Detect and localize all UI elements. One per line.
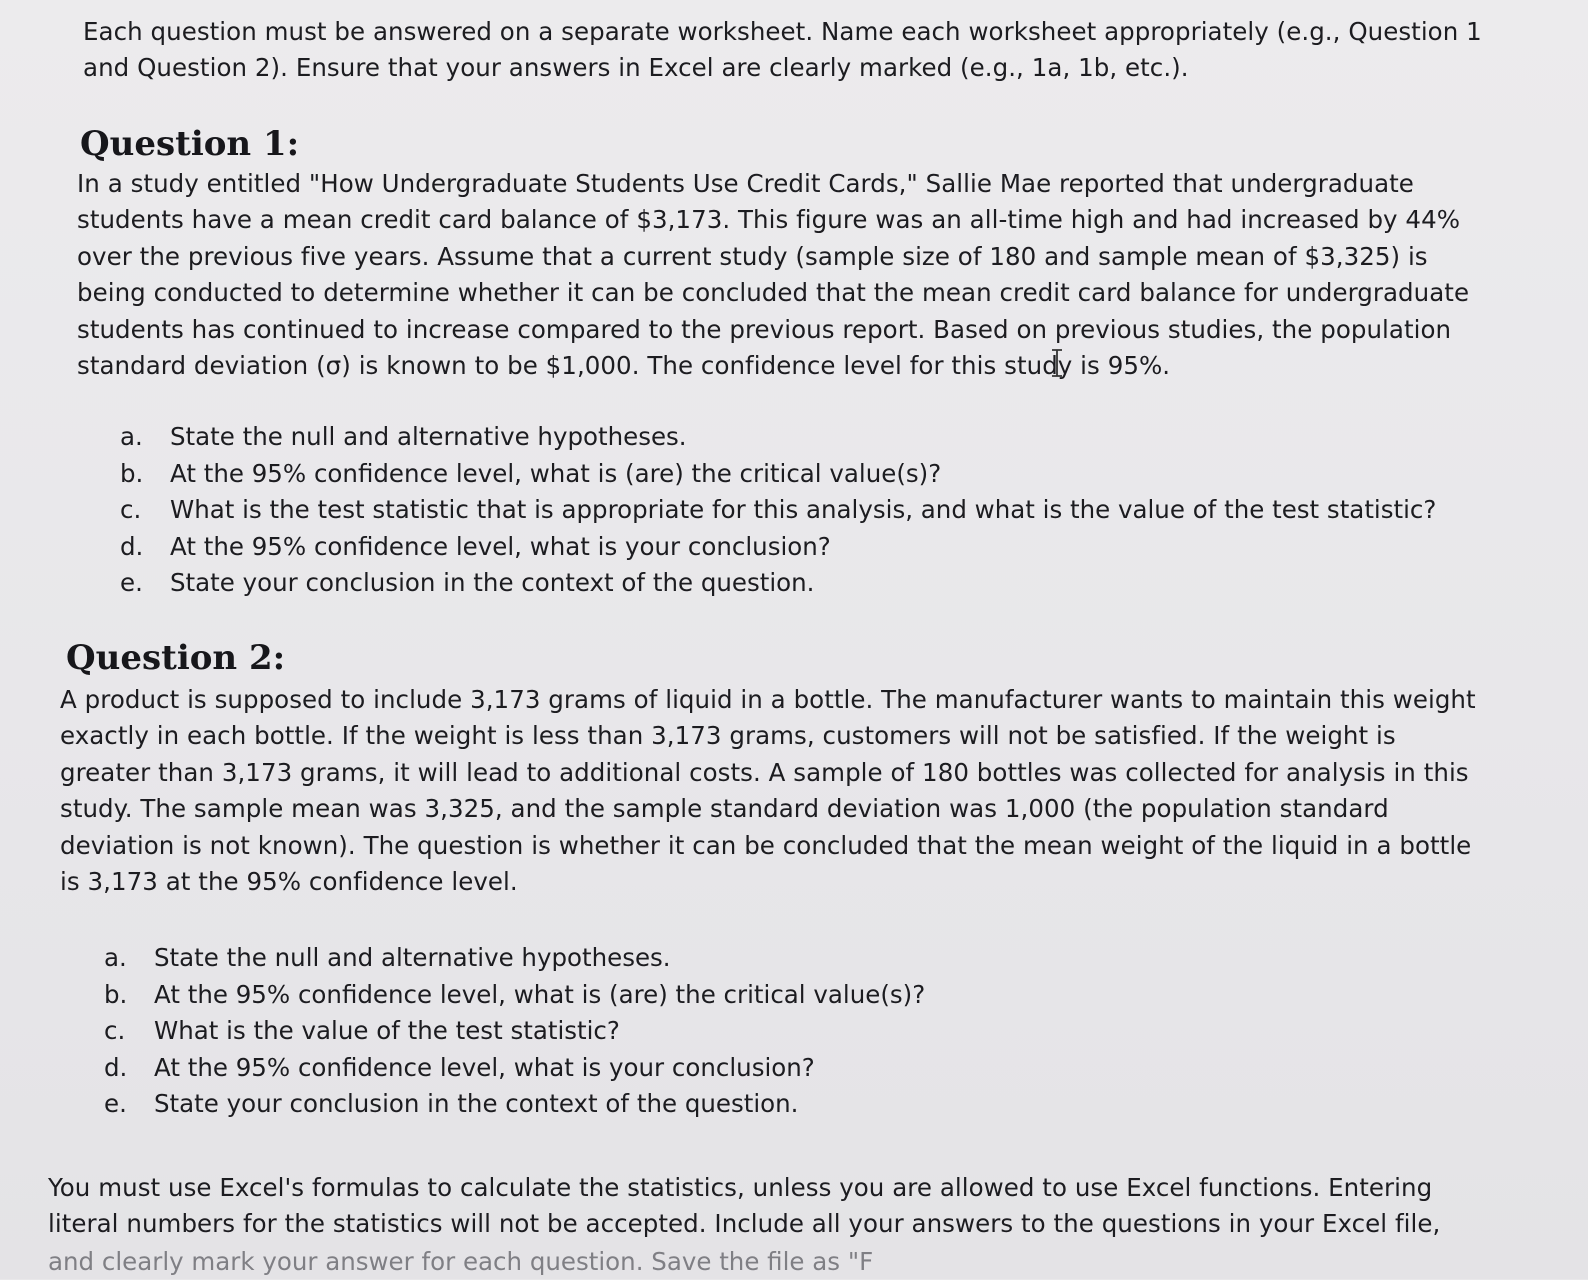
question-1-body: In a study entitled "How Undergraduate Students Use Credit Cards," Sallie Mae reported that undergraduate students have a mean credit card balance of $3,173. This figure was an all-time high and had increased by 44% over the previous five years. Assume that a current study (sample size of 180 and sample mean of $3,325) is being conducted to determine whether it can be concluded that the mean credit card balance for undergraduate students has continued to increase compared to the previous report. Based on previous studies, the population standard deviation (σ) is known to be $1,000. The confidence level for this study is 95%.: [77, 169, 1470, 381]
list-marker: a.: [120, 422, 143, 451]
question-1-heading: Question 1:: [80, 124, 300, 164]
list-marker: a.: [104, 943, 127, 972]
cutoff-line: and clearly mark your answer for each question. Save the file as "F: [48, 1247, 874, 1276]
list-marker: d.: [120, 531, 144, 561]
list-item-text: At the 95% confidence level, what is (are) the critical value(s)?: [170, 458, 942, 488]
list-item-text: State the null and alternative hypotheses.: [154, 943, 671, 972]
list-item: [120, 419, 1480, 456]
list-marker: c.: [120, 495, 142, 524]
list-item: [104, 1013, 1464, 1050]
question-2-heading: Question 2:: [66, 638, 286, 678]
list-marker: c.: [104, 1016, 126, 1045]
list-item-text: What is the value of the test statistic?: [154, 1016, 620, 1045]
list-item-text: State the null and alternative hypotheses.: [170, 422, 687, 451]
list-item-text: State your conclusion in the context of the question.: [154, 1089, 799, 1118]
closing-instructions: You must use Excel's formulas to calculate the statistics, unless you are allowed to use Excel functions. Entering literal numbers for the statistics will not be accepted. Include all your answers to the questions in your Excel file,: [48, 1173, 1441, 1239]
list-marker: e.: [120, 568, 143, 597]
question-1-subquestions: [120, 419, 1480, 602]
text-cursor-icon: [1050, 348, 1064, 378]
list-item: [120, 492, 1480, 529]
list-item: [120, 565, 1480, 602]
list-item: [104, 1050, 1464, 1087]
list-item: [104, 977, 1464, 1014]
list-marker: e.: [104, 1089, 127, 1118]
instructions-paragraph: Each question must be answered on a separate worksheet. Name each worksheet appropriately (e.g., Question 1 and Question 2). Ensure that your answers in Excel are clearly marked (e.g., 1a, 1b, etc.).: [83, 17, 1482, 83]
list-item: [120, 456, 1480, 493]
list-item: [104, 1086, 1464, 1123]
list-marker: d.: [104, 1052, 128, 1082]
question-2-body: A product is supposed to include 3,173 grams of liquid in a bottle. The manufacturer wants to maintain this weight exactly in each bottle. If the weight is less than 3,173 grams, customers will not be satisfied. If the weight is greater than 3,173 grams, it will lead to additional costs. A sample of 180 bottles was collected for analysis in this study. The sample mean was 3,325, and the sample standard deviation was 1,000 (the population standard deviation is not known). The question is whether it can be concluded that the mean weight of the liquid in a bottle is 3,173 at the 95% confidence level.: [60, 685, 1476, 897]
list-item-text: What is the test statistic that is appropriate for this analysis, and what is the value of the test statistic?: [170, 495, 1437, 524]
list-marker: b.: [120, 458, 144, 488]
list-item-text: At the 95% confidence level, what is (are) the critical value(s)?: [154, 979, 926, 1009]
list-item-text: At the 95% confidence level, what is your conclusion?: [154, 1052, 815, 1082]
list-item: [104, 940, 1464, 977]
list-item-text: State your conclusion in the context of the question.: [170, 568, 815, 597]
list-item-text: At the 95% confidence level, what is your conclusion?: [170, 531, 831, 561]
list-marker: b.: [104, 979, 128, 1009]
list-item: [120, 529, 1480, 566]
question-2-subquestions: [104, 940, 1464, 1123]
